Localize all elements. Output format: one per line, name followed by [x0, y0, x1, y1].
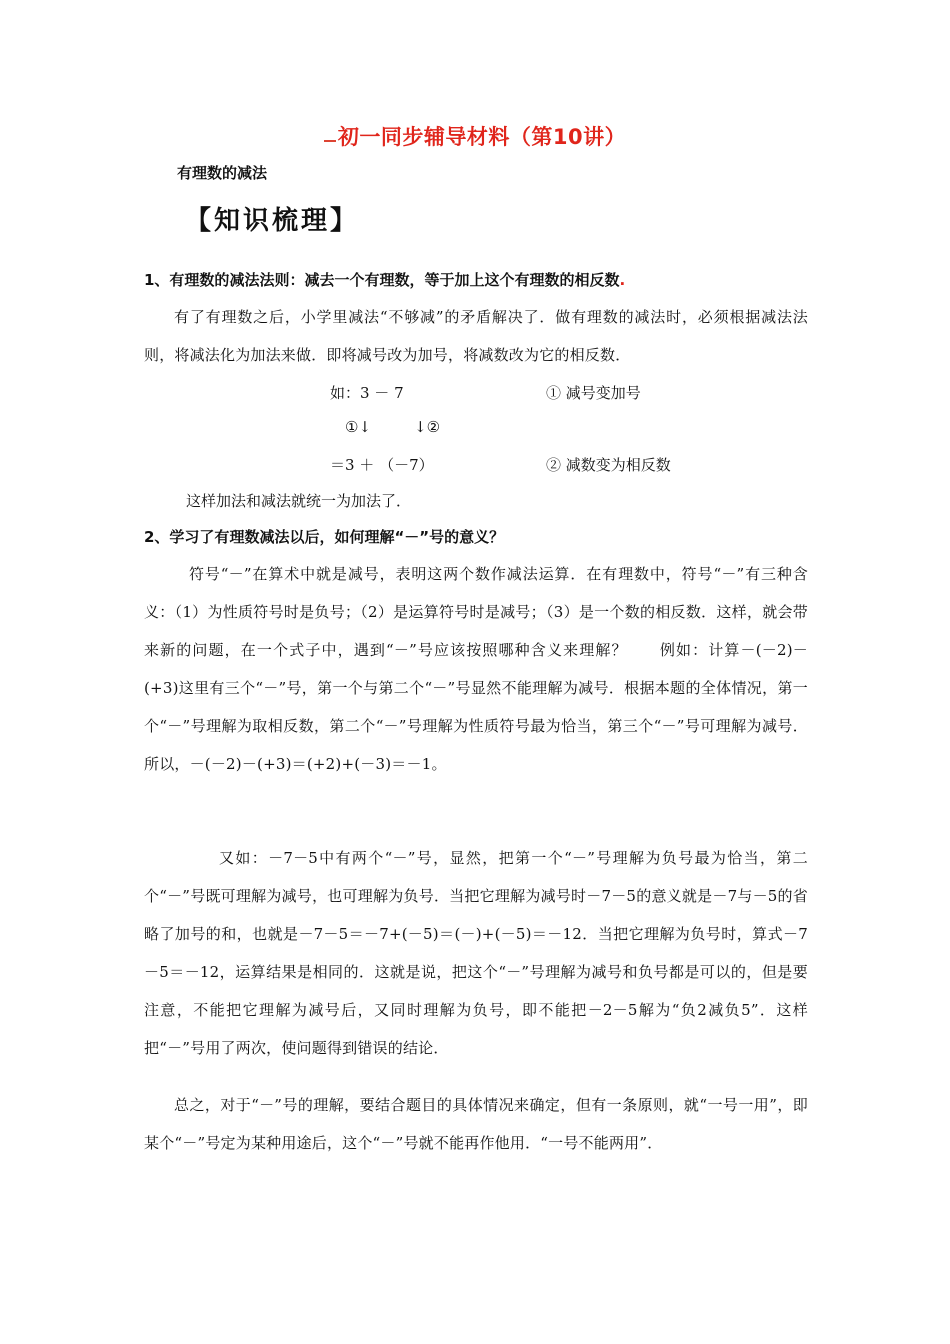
rule1-paragraph: 有了有理数之后，小学里减法“不够减”的矛盾解决了．做有理数的减法时，必须根据减法法则，将减法化为加法来做．即将减号改为加号，将减数改为它的相反数．	[144, 308, 808, 364]
example-arrow-left: ①↓	[345, 418, 372, 436]
rule2-paragraph-2: 又如：－7－5中有两个“－”号，显然，把第一个“－”号理解为负号最为恰当，第二个“－”号既可理解为减号，也可理解为负号．当把它理解为减号时－7－5的意义就是－7与－5的省略了加号的和，也就是－7－5＝－7+(－5)＝(－)+(－5)＝－12．当把它理解为负号时，算式－7－5＝－12，运算结果是相同的．这就是说，把这个“－”号理解为减号和负号都是可以的，但是要注意，不能把它理解为减号后，又同时理解为负号，即不能把－2－5解为“负2减负5”．这样把“－”号用了两次，使问题得到错误的结论．	[144, 849, 808, 1057]
rule1-heading-dot: .	[619, 271, 626, 289]
rule2-paragraph-1: 符号“－”在算术中就是减号，表明这两个数作减法运算．在有理数中，符号“－”有三种含义：（1）为性质符号时是负号；（2）是运算符号时是减号；（3）是一个数的相反数．这样，就会带来新的问题，在一个式子中，遇到“－”号应该按照哪种含义来理解？ 例如：计算－(－2)－(+3)这里有三个“－”号，第一个与第二个“－”号显然不能理解为减号．根据本题的全体情况，第一个“－”号理解为取相反数，第二个“－”号理解为性质符号最为恰当，第三个“－”号可理解为减号．所以，－(－2)－(+3)＝(+2)+(－3)＝－1。	[144, 565, 808, 773]
example-result: ＝3 ＋ （－7）	[330, 456, 434, 474]
example-arrow-right: ↓②	[414, 418, 441, 436]
rule1-conclusion: 这样加法和减法就统一为加法了．	[186, 492, 412, 510]
example-note-1: ① 减号变加号	[546, 384, 641, 402]
section-heading: 【知识梳理】	[185, 206, 360, 236]
example-expression: 如：3 － 7	[330, 384, 404, 402]
title-text: 初一同步辅导材料（第10讲）	[337, 125, 627, 149]
rule1-heading-text: 1、有理数的减法法则：减去一个有理数，等于加上这个有理数的相反数	[144, 271, 620, 289]
rule2-paragraph-3: 总之，对于“－”号的理解，要结合题目的具体情况来确定，但有一条原则，就“一号一用”，即某个“－”号定为某种用途后，这个“－”号就不能再作他用．“一号不能两用”．	[144, 1096, 808, 1152]
rule2-heading: 2、学习了有理数减法以后，如何理解“－”号的意义？	[144, 528, 505, 546]
document-title	[0, 121, 950, 151]
rule1-heading	[144, 269, 625, 290]
example-note-2: ② 减数变为相反数	[546, 456, 671, 474]
title-marker-icon	[324, 133, 336, 142]
subtitle: 有理数的减法	[177, 164, 268, 182]
